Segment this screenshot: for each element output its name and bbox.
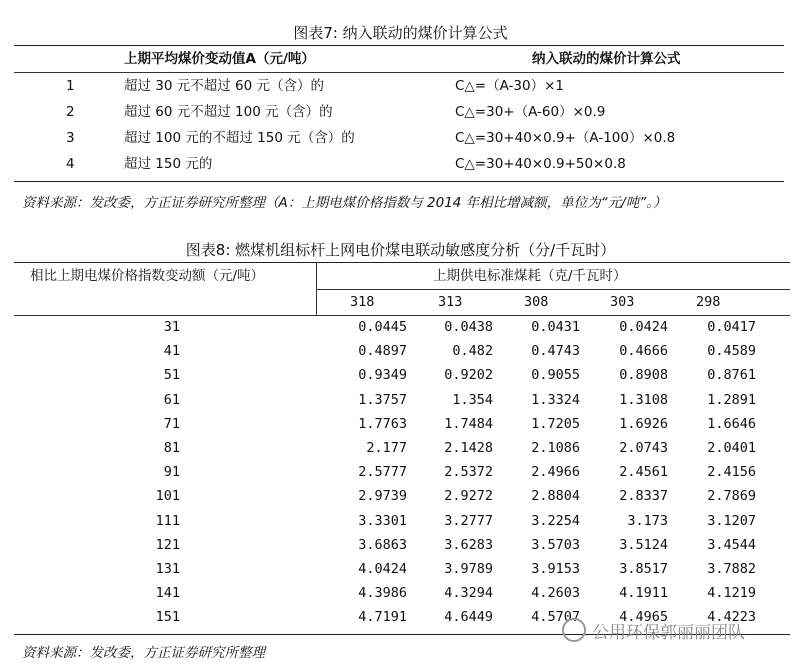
table8-cell: 1.2891 — [707, 391, 756, 408]
table8-row-label: 31 — [163, 319, 180, 335]
table8-cell: 2.1086 — [531, 440, 580, 456]
table8-row-label: 61 — [163, 391, 180, 408]
table8-cell: 1.7205 — [531, 415, 580, 432]
table7-bottom-rule — [14, 181, 784, 182]
table8-row-header: 相比上期电煤价格指数变动额（元/吨） — [30, 268, 265, 284]
table8-column-header: 308 — [524, 294, 549, 310]
table8-cell: 3.5703 — [531, 536, 580, 553]
table8-cell: 4.1911 — [619, 585, 668, 602]
table7-row-range: 超过 60 元不超过 100 元（含）的 — [124, 104, 333, 120]
table8-cell: 0.9202 — [444, 367, 493, 384]
table8-row-label: 81 — [163, 440, 180, 456]
table7-row-formula: C△=（A-30）×1 — [455, 78, 565, 94]
table8-cell: 1.6926 — [619, 415, 668, 432]
table8-row-label: 41 — [163, 343, 180, 360]
table8-column-header: 303 — [610, 294, 635, 310]
table7-row-number: 4 — [66, 156, 75, 172]
table8-cell: 0.482 — [452, 343, 493, 360]
table8-cell: 2.4156 — [707, 464, 756, 481]
watermark — [562, 610, 798, 650]
table8-row-label: 131 — [155, 561, 180, 577]
table7-row-number: 3 — [66, 130, 75, 146]
table8-row-label: 91 — [163, 464, 180, 481]
table8-cell: 1.7484 — [444, 415, 493, 432]
table7-row-number: 1 — [66, 78, 75, 94]
table8-cell: 0.0424 — [619, 319, 668, 335]
table8-cell: 1.3324 — [531, 391, 580, 408]
table8-cell: 0.4743 — [531, 343, 580, 360]
table7-header-a: 上期平均煤价变动值A（元/吨） — [124, 51, 315, 67]
table8-cell: 0.0445 — [358, 319, 407, 335]
table8-cell: 2.8804 — [531, 488, 580, 505]
table8-cell: 3.8517 — [619, 561, 668, 577]
table8-cell: 2.9739 — [358, 488, 407, 505]
table8-cell: 0.9349 — [358, 367, 407, 384]
table8-cell: 4.3294 — [444, 585, 493, 602]
table8-cell: 2.4561 — [619, 464, 668, 481]
table8-row-label: 101 — [155, 488, 180, 505]
table8-row-label: 111 — [155, 512, 180, 529]
table8-top-rule — [14, 262, 790, 263]
table8-header-rule — [14, 315, 790, 316]
table8-row-label: 141 — [155, 585, 180, 602]
table8-cell: 3.7882 — [707, 561, 756, 577]
table8-cell: 2.0743 — [619, 440, 668, 456]
table8-row-label: 151 — [155, 609, 180, 626]
table8-cell: 0.0431 — [531, 319, 580, 335]
table7-row-number: 2 — [66, 104, 75, 120]
table8-row-label: 121 — [155, 536, 180, 553]
table8-column-header: 318 — [350, 294, 375, 310]
table8-cell: 4.4223 — [707, 609, 756, 626]
table8-cell: 3.2777 — [444, 512, 493, 529]
table7-row-range: 超过 150 元的 — [124, 156, 213, 172]
table7-top-rule — [14, 45, 784, 46]
table8-title: 图表8: 燃煤机组标杆上网电价煤电联动敏感度分析（分/千瓦时） — [185, 241, 616, 259]
table8-cell: 0.4897 — [358, 343, 407, 360]
table8-cell: 2.1428 — [444, 440, 493, 456]
table8-cell: 1.354 — [452, 391, 493, 408]
table8-column-group-header: 上期供电标准煤耗（克/千瓦时） — [433, 268, 627, 284]
table7-title: 图表7: 纳入联动的煤价计算公式 — [293, 24, 508, 42]
table8-cell: 3.6283 — [444, 536, 493, 553]
table7-source-note: 资料来源：发改委，方正证券研究所整理（A：上期电煤价格指数与 2014 年相比增减额，单位为“元/吨”。） — [22, 195, 667, 211]
table8-cell: 0.0417 — [707, 319, 756, 335]
table8-column-header: 298 — [696, 294, 721, 310]
table8-cell: 2.0401 — [707, 440, 756, 456]
table7-row-range: 超过 30 元不超过 60 元（含）的 — [124, 78, 325, 94]
table7-row-formula: C△=30+40×0.9+（A-100）×0.8 — [455, 130, 676, 146]
table8-cell: 4.4965 — [619, 609, 668, 626]
table8-cell: 4.6449 — [444, 609, 493, 626]
table8-row-label: 71 — [163, 415, 180, 432]
table8-cell: 0.8761 — [707, 367, 756, 384]
table8-cell: 0.8908 — [619, 367, 668, 384]
table8-cell: 2.5372 — [444, 464, 493, 481]
table8-cell: 3.1207 — [707, 512, 756, 529]
table8-cell: 0.0438 — [444, 319, 493, 335]
table8-cell: 3.5124 — [619, 536, 668, 553]
table8-column-header: 313 — [438, 294, 463, 310]
table7-header-rule — [14, 72, 784, 73]
table8-cell: 1.7763 — [358, 415, 407, 432]
table8-cell: 2.4966 — [531, 464, 580, 481]
table8-cell: 0.9055 — [531, 367, 580, 384]
table8-group-rule — [316, 289, 790, 290]
table7-header-b: 纳入联动的煤价计算公式 — [532, 51, 681, 67]
table8-cell: 4.5707 — [531, 609, 580, 626]
table8-cell: 0.4666 — [619, 343, 668, 360]
table8-cell: 1.6646 — [707, 415, 756, 432]
watermark-text: 公用环保郭丽丽团队 — [592, 622, 745, 643]
table8-cell: 1.3108 — [619, 391, 668, 408]
table8-cell: 3.2254 — [531, 512, 580, 529]
table8-cell: 3.3301 — [358, 512, 407, 529]
wechat-icon — [562, 618, 586, 642]
table8-cell: 0.4589 — [707, 343, 756, 360]
table7-row-range: 超过 100 元的不超过 150 元（含）的 — [124, 130, 355, 146]
table8-cell: 1.3757 — [358, 391, 407, 408]
table8-cell: 3.9789 — [444, 561, 493, 577]
table8-cell: 3.173 — [627, 512, 668, 529]
table7-row-formula: C△=30+40×0.9+50×0.8 — [455, 156, 626, 172]
table8-row-label: 51 — [163, 367, 180, 384]
table8-cell: 4.3986 — [358, 585, 407, 602]
table8-cell: 3.6863 — [358, 536, 407, 553]
table8-cell: 2.9272 — [444, 488, 493, 505]
table8-cell: 3.4544 — [707, 536, 756, 553]
table8-cell: 4.0424 — [358, 561, 407, 577]
table8-cell: 4.1219 — [707, 585, 756, 602]
table8-cell: 2.8337 — [619, 488, 668, 505]
table8-cell: 3.9153 — [531, 561, 580, 577]
table8-cell: 2.177 — [366, 440, 407, 456]
table8-source-note: 资料来源：发改委，方正证券研究所整理 — [22, 645, 265, 661]
table8-cell: 4.7191 — [358, 609, 407, 626]
table8-cell: 2.7869 — [707, 488, 756, 505]
table8-cell: 4.2603 — [531, 585, 580, 602]
table7-row-formula: C△=30+（A-60）×0.9 — [455, 104, 606, 120]
table8-cell: 2.5777 — [358, 464, 407, 481]
table8-header-divider — [316, 262, 317, 316]
